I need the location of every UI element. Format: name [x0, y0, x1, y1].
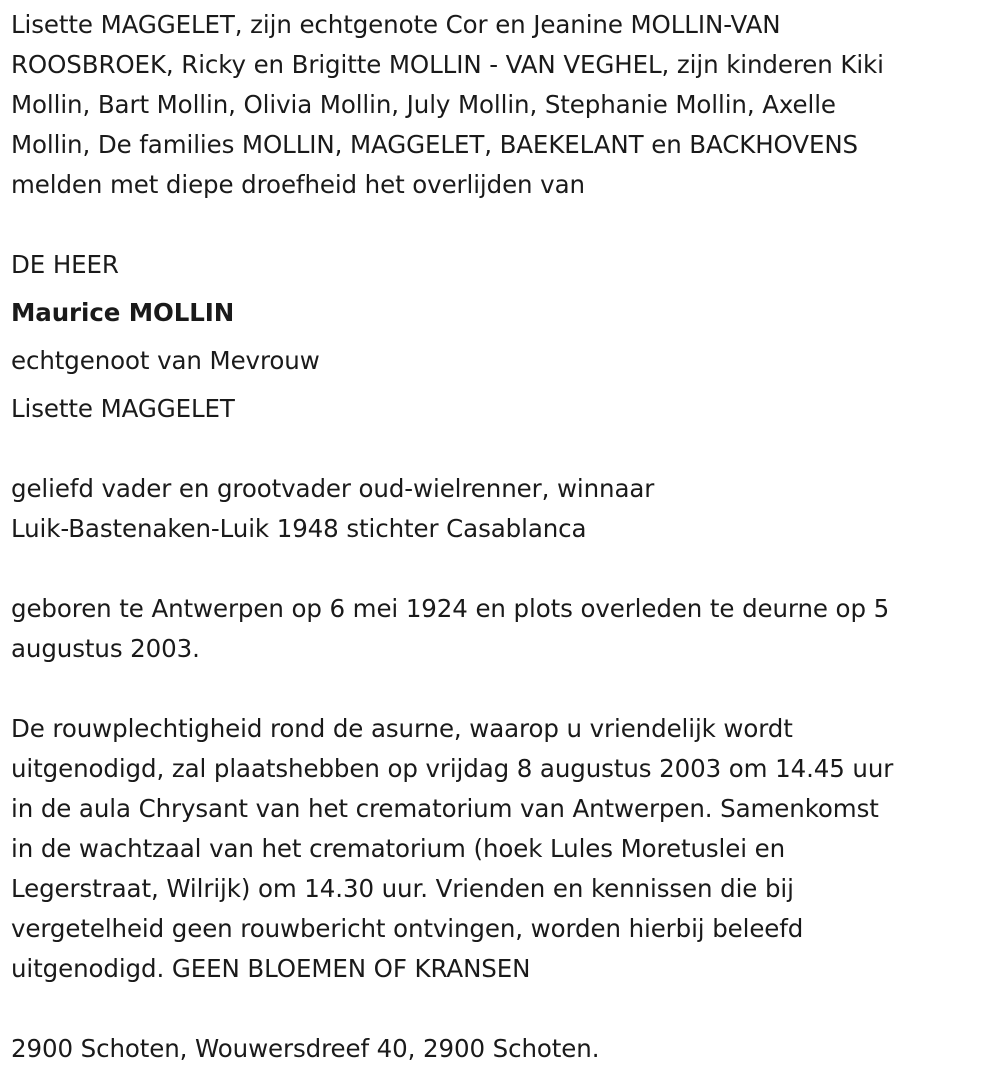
ceremony-line: De rouwplechtigheid rond de asurne, waarop u vriendelijk wordt — [11, 714, 793, 743]
intro-line: Mollin, Bart Mollin, Olivia Mollin, July Mollin, Stephanie Mollin, Axelle — [11, 90, 836, 119]
intro-line: Lisette MAGGELET, zijn echtgenote Cor en Jeanine MOLLIN-VAN — [11, 10, 781, 39]
deceased-name: Maurice MOLLIN — [11, 298, 235, 327]
description-line: Luik-Bastenaken-Luik 1948 stichter Casablanca — [11, 514, 587, 543]
ceremony-line: in de wachtzaal van het crematorium (hoek Lules Moretuslei en — [11, 834, 786, 863]
deceased-title: DE HEER — [11, 250, 119, 279]
ceremony-line: vergetelheid geen rouwbericht ontvingen, worden hierbij beleefd — [11, 914, 804, 943]
address-line: 2900 Schoten, Wouwersdreef 40, 2900 Schoten. — [11, 1034, 600, 1063]
spouse-line: echtgenoot van Mevrouw — [11, 346, 320, 375]
spouse-name: Lisette MAGGELET — [11, 394, 235, 423]
intro-line: melden met diepe droefheid het overlijden van — [11, 170, 585, 199]
ceremony-line: uitgenodigd, zal plaatshebben op vrijdag 8 augustus 2003 om 14.45 uur — [11, 754, 894, 783]
ceremony-line: in de aula Chrysant van het crematorium van Antwerpen. Samenkomst — [11, 794, 879, 823]
intro-line: Mollin, De families MOLLIN, MAGGELET, BAEKELANT en BACKHOVENS — [11, 130, 859, 159]
description-line: geliefd vader en grootvader oud-wielrenner, winnaar — [11, 474, 655, 503]
ceremony-line: Legerstraat, Wilrijk) om 14.30 uur. Vrienden en kennissen die bij — [11, 874, 794, 903]
ceremony-line: uitgenodigd. GEEN BLOEMEN OF KRANSEN — [11, 954, 531, 983]
intro-line: ROOSBROEK, Ricky en Brigitte MOLLIN - VAN VEGHEL, zijn kinderen Kiki — [11, 50, 884, 79]
birth-death-line: geboren te Antwerpen op 6 mei 1924 en plots overleden te deurne op 5 — [11, 594, 890, 623]
birth-death-line: augustus 2003. — [11, 634, 200, 663]
